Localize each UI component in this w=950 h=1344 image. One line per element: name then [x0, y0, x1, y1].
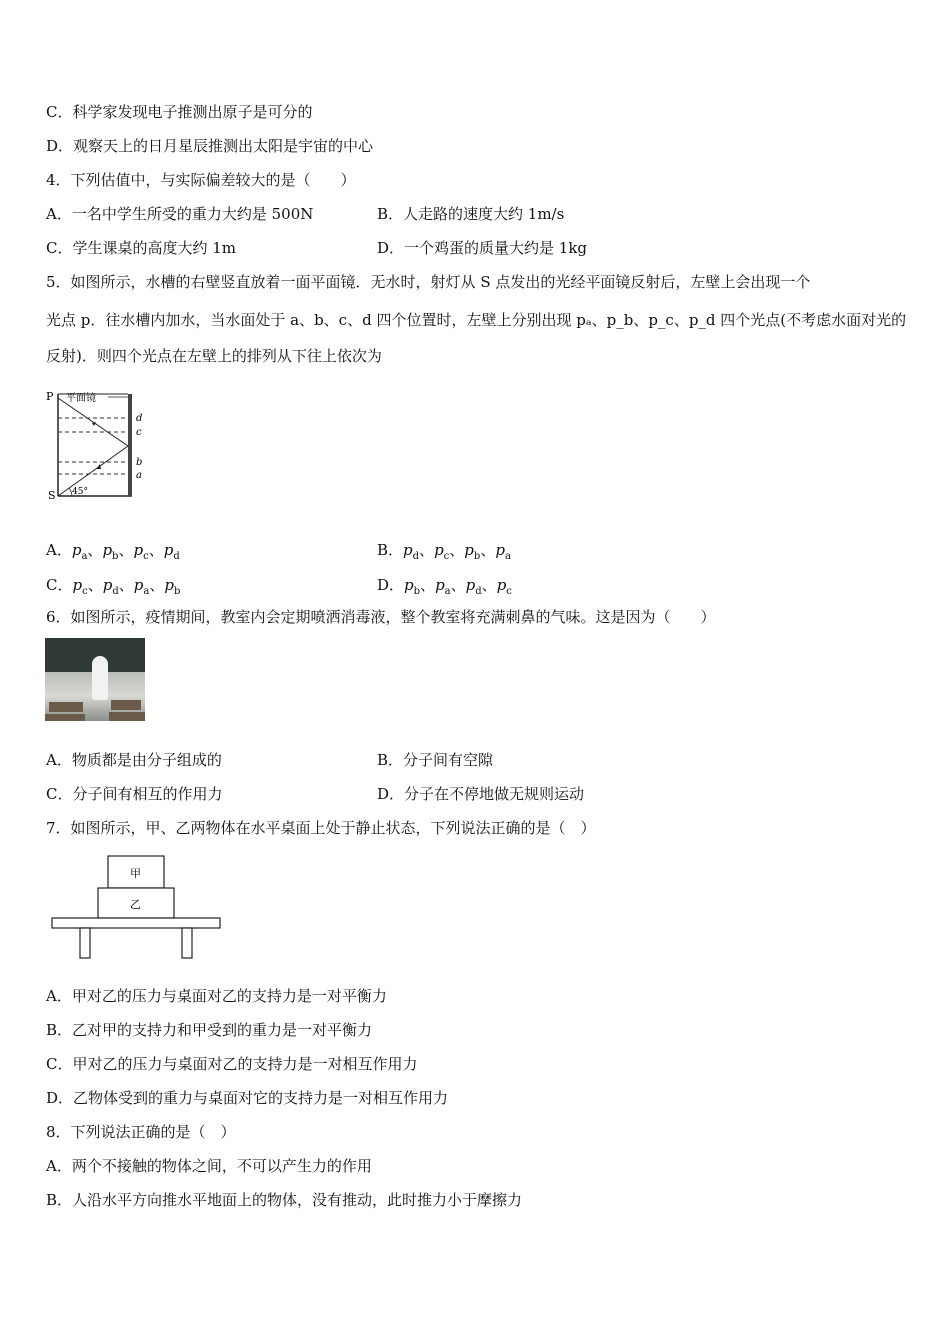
label-yi: 乙 — [130, 898, 141, 911]
q4-option-d: D．一个鸡蛋的质量大约是 1kg — [377, 239, 588, 257]
q5-option-a: A．$p_a$、$p_b$、$p_c$、$p_d$ — [46, 541, 180, 562]
label-d: d — [136, 413, 143, 424]
q7-option-d: D．乙物体受到的重力与桌面对它的支持力是一对相互作用力 — [46, 1089, 449, 1107]
q5-option-d: D．$p_b$、$p_a$、$p_d$、$p_c$ — [377, 576, 512, 597]
q3-option-d: D．观察天上的日月星辰推测出太阳是宇宙的中心 — [46, 137, 374, 155]
q8-option-b: B．人沿水平方向推水平地面上的物体，没有推动，此时推力小于摩擦力 — [46, 1191, 523, 1209]
q7-stem: 7．如图所示，甲、乙两物体在水平桌面上处于静止状态，下列说法正确的是（ ） — [46, 819, 596, 837]
q6-stem: 6．如图所示，疫情期间，教室内会定期喷洒消毒液，整个教室将充满刺鼻的气味。这是因为（ ） — [46, 608, 716, 626]
q4-option-c: C．学生课桌的高度大约 1m — [46, 239, 237, 257]
water-tank-mirror-figure — [44, 388, 156, 500]
classroom-disinfection-photo — [45, 638, 145, 721]
q4-option-a: A．一名中学生所受的重力大约是 500N — [46, 205, 314, 223]
label-b: b — [136, 457, 143, 468]
q7-option-a: A．甲对乙的压力与桌面对乙的支持力是一对平衡力 — [46, 987, 387, 1005]
label-mirror: 平面镜 — [66, 393, 96, 404]
q4-option-b: B．人走路的速度大约 1m/s — [377, 205, 565, 223]
q6-option-b: B．分子间有空隙 — [377, 751, 494, 769]
q6-option-d: D．分子在不停地做无规则运动 — [377, 785, 585, 803]
q5-stem-line3: 反射)．则四个光点在左壁上的排列从下往上依次为 — [46, 347, 382, 365]
q4-stem: 4．下列估值中，与实际偏差较大的是（ ） — [46, 171, 356, 189]
label-c: c — [136, 427, 142, 438]
q3-option-c: C．科学家发现电子推测出原子是可分的 — [46, 103, 313, 121]
q6-option-c: C．分子间有相互的作用力 — [46, 785, 223, 803]
label-p: P — [46, 390, 54, 403]
q7-option-c: C．甲对乙的压力与桌面对乙的支持力是一对相互作用力 — [46, 1055, 418, 1073]
stacked-blocks-figure — [48, 852, 224, 962]
q5-option-c: C．$p_c$、$p_d$、$p_a$、$p_b$ — [46, 576, 181, 597]
label-s: S — [48, 489, 56, 500]
label-jia: 甲 — [130, 867, 141, 880]
q5-option-b: B．$p_d$、$p_c$、$p_b$、$p_a$ — [377, 541, 511, 562]
q7-option-b: B．乙对甲的支持力和甲受到的重力是一对平衡力 — [46, 1021, 373, 1039]
q5-stem-line2: 光点 p．往水槽内加水，当水面处于 a、b、c、d 四个位置时，左壁上分别出现 pₐ、p_b、p_c、p_d 四个光点(不考虑水面对光的 — [46, 311, 907, 329]
label-a: a — [136, 470, 142, 481]
q8-stem: 8．下列说法正确的是（ ） — [46, 1123, 236, 1141]
q8-option-a: A．两个不接触的物体之间，不可以产生力的作用 — [46, 1157, 372, 1175]
q5-stem-line1: 5．如图所示，水槽的右壁竖直放着一面平面镜．无水时，射灯从 S 点发出的光经平面镜反射后，左壁上会出现一个 — [46, 273, 811, 291]
label-angle: 45° — [72, 487, 88, 497]
q6-option-a: A．物质都是由分子组成的 — [46, 751, 222, 769]
